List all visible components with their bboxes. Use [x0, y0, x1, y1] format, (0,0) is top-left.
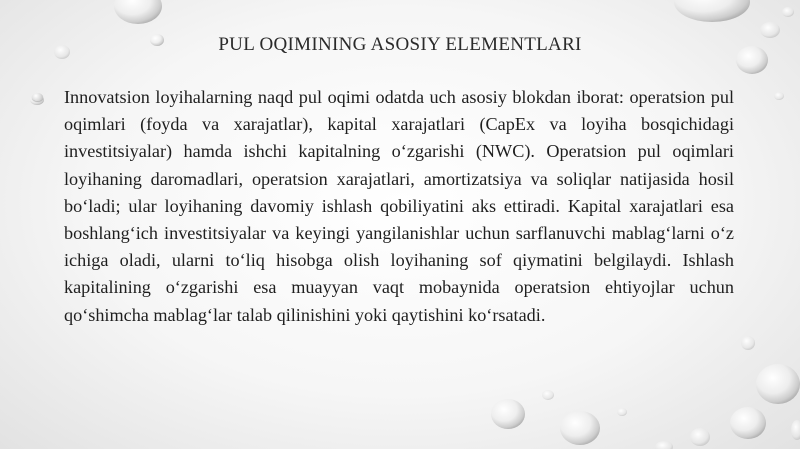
- water-drop: [690, 428, 710, 446]
- bullet-item: [30, 84, 740, 329]
- body-paragraph: Innovatsion loyihalarning naqd pul oqimi odatda uch asosiy blokdan iborat: operatsion pul oqimlari (foyda va xarajatlar), kapital xarajatlari (CapEx va loyiha bosqichidagi investitsiyalar) hamda ishchi kapitalning o‘zgarishi (NWC). Operatsion pul oqimlari loyihaning daromadlari, operatsion xarajatlari, amortizatsiya va soliqlar natijasida hosil bo‘ladi; ular loyihaning davomiy ishlash qobiliyatini aks ettiradi. Kapital xarajatlari esa boshlang‘ich investitsiyalar va keyingi yangilanishlar uchun sarflanuvchi mablag‘larni o‘z ichiga oladi, ularni to‘liq hisobga olish loyihaning sof qiymatini belgilaydi. Ishlash kapitalining o‘zgarishi esa muayyan vaqt mobaynida operatsion ehtiyojlar uchun qo‘shimcha mablag‘lar talab qilinishini yoki qaytishini ko‘rsatadi.: [64, 87, 734, 325]
- water-drop: [114, 0, 162, 24]
- water-drop: [491, 399, 525, 429]
- water-drop: [730, 407, 766, 439]
- water-drop: [791, 420, 800, 440]
- water-drop: [774, 92, 784, 100]
- water-drop: [674, 0, 750, 22]
- bullet-dot-icon: [32, 93, 43, 101]
- water-drop: [560, 411, 600, 445]
- water-drop: [782, 7, 794, 17]
- water-drop: [542, 390, 554, 400]
- slide-title: PUL OQIMINING ASOSIY ELEMENTLARI: [218, 34, 582, 55]
- water-drop: [617, 408, 627, 416]
- water-drop: [655, 441, 673, 449]
- water-drop: [756, 364, 800, 404]
- water-drop: [741, 336, 755, 350]
- bullet-icon: [30, 84, 64, 104]
